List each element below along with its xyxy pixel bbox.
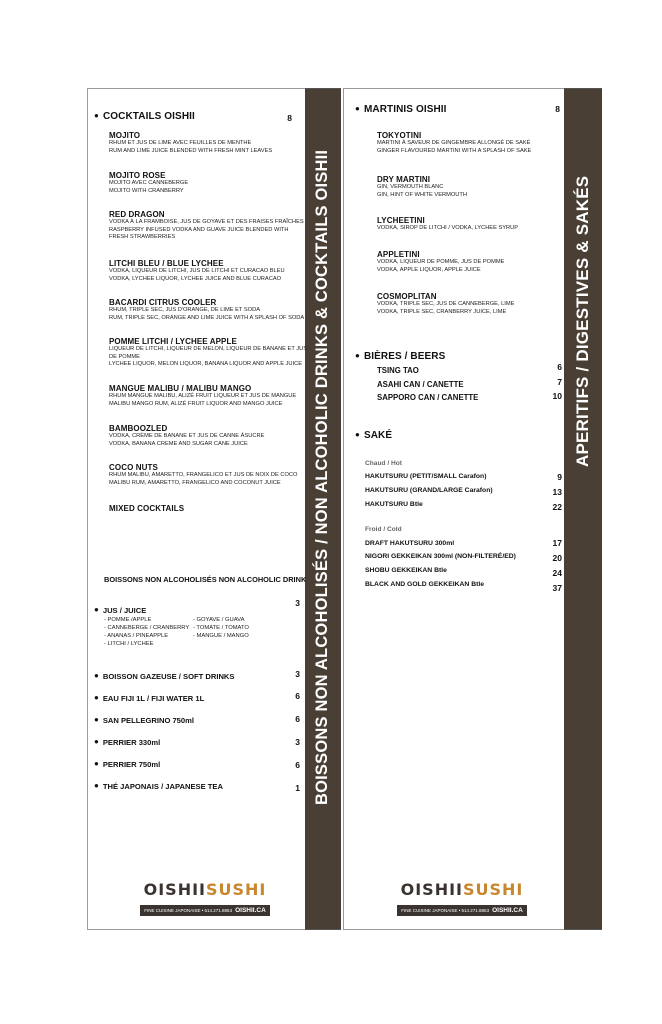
beer-price: 6 <box>557 362 562 372</box>
item-desc-en: GIN, HINT OF WHITE VERMOUTH <box>377 191 467 198</box>
sake-item: NIGORI GEKKEIKAN 300ml (NON-FILTERÉ/ED) <box>365 553 516 560</box>
juice-option: - TOMATE / TOMATO <box>193 625 249 631</box>
drink-price: 6 <box>295 714 300 724</box>
item-desc-fr: RHUM ET JUS DE LIME AVEC FEUILLES DE MENTHE <box>109 140 252 146</box>
item-desc-fr: MARTINI À SAVEUR DE GINGEMBRE ALLONGÉ DE SAKÉ <box>377 140 531 146</box>
item-desc-en: MALIBU RUM, AMARETTO, FRANGELICO AND COCONUT JUICE <box>109 479 281 486</box>
drink-item: ● THÉ JAPONAIS / JAPANESE TEA <box>94 781 223 791</box>
left-side-banner <box>305 88 341 930</box>
logo-tagline <box>397 905 527 916</box>
menu-item <box>109 298 309 322</box>
drink-price: 6 <box>295 691 300 701</box>
item-title: APPLETINI <box>377 250 420 259</box>
logo-tagline-text: FINE CUISINE JAPONAISE • 514.271.8863 <box>144 908 233 913</box>
item-desc-fr: GIN, VERMOUTH BLANC <box>377 184 444 190</box>
sake-item: BLACK AND GOLD GEKKEIKAN Btle <box>365 581 485 588</box>
item-title: BACARDI CITRUS COOLER <box>109 298 217 307</box>
logo-word-sushi: SUSHI <box>205 880 267 899</box>
menu-item <box>109 171 309 195</box>
item-desc-fr: VODKA, TRIPLE SEC, JUS DE CANNEBERGE, LIME <box>377 301 515 307</box>
item-desc-fr: MOJITO AVEC CANNEBERGE <box>109 180 189 186</box>
item-desc-fr: VODKA, LIQUEUR DE LITCHI, JUS DE LITCHI ET CURACAO BLEU <box>109 268 285 274</box>
logo-url: OISHII.CA <box>492 907 523 914</box>
drink-price: 1 <box>295 783 300 793</box>
menu-item <box>109 131 309 155</box>
logo-tagline <box>140 905 270 916</box>
juice-options-col1 <box>104 616 189 648</box>
menu-item <box>109 337 309 369</box>
item-desc-fr: VODKA, CRÈME DE BANANE ET JUS DE CANNE ÀSUCRE <box>109 433 265 439</box>
logo-word-oishii: OISHII <box>400 880 463 899</box>
item-desc-fr: RHUM MALIBU, AMARETTO, FRANGELICO ET JUS DE NOIX DE COCO <box>109 472 298 478</box>
juice-option: - MANGUE / MANGO <box>193 633 249 639</box>
martinis-price: 8 <box>555 104 560 114</box>
sake-item: HAKUTSURU (GRAND/LARGE Carafon) <box>365 487 493 494</box>
item-desc-en: VODKA, BANANA CREME AND SUGAR CANE JUICE <box>109 440 248 447</box>
logo-tagline-text: FINE CUISINE JAPONAISE • 514.271.8863 <box>401 908 490 913</box>
item-desc-en: VODKA, LYCHEE LIQUOR, LYCHEE JUICE AND BLUE CURACAO <box>109 275 282 282</box>
logo-word-oishii: OISHII <box>143 880 206 899</box>
menu-item <box>377 131 577 155</box>
item-desc: VODKA, SIROP DE LITCHI / VODKA, LYCHEE SYRUP <box>377 225 519 231</box>
menu-item <box>377 292 577 316</box>
item-desc-en: LYCHEE LIQUOR, MELON LIQUOR, BANANA LIQUOR AND APPLE JUICE <box>109 361 303 368</box>
item-desc-fr: VODKA, LIQUEUR DE POMME, JUS DE POMME <box>377 259 505 265</box>
item-title: COSMOPLITAN <box>377 292 437 301</box>
item-desc-en: VODKA, APPLE LIQUOR, APPLE JUICE <box>377 266 481 273</box>
beers-heading: ● BIÈRES / BEERS <box>355 351 445 362</box>
sake-price: 9 <box>557 472 562 482</box>
menu-item <box>109 384 309 408</box>
drink-price: 3 <box>295 669 300 679</box>
drink-price: 3 <box>295 737 300 747</box>
drink-item: ● BOISSON GAZEUSE / SOFT DRINKS <box>94 671 234 681</box>
item-title: POMME LITCHI / LYCHEE APPLE <box>109 337 237 346</box>
item-desc-en: VODKA, TRIPLE SEC, CRANBERRY JUICE, LIME <box>377 308 507 315</box>
drink-price: 6 <box>295 760 300 770</box>
juice-option: - POMME /APPLE <box>104 617 152 623</box>
juice-option: - CANNEBERGE / CRANBERRY <box>104 625 190 631</box>
martinis-heading: ● MARTINIS OISHII <box>355 104 447 115</box>
item-desc-en: GINGER FLAVOURED MARTINI WITH A SPLASH OF SAKE <box>377 147 532 154</box>
juice-options-col2 <box>193 616 249 640</box>
item-title: BAMBOOZLED <box>109 424 168 433</box>
sake-cold-label: Froid / Cold <box>365 526 402 533</box>
item-desc-en: MOJITO WITH CRANBERRY <box>109 187 184 194</box>
juice-option: - LITCHI / LYCHEE <box>104 641 154 647</box>
sake-price: 37 <box>552 583 562 593</box>
right-banner-title: APERITIFS / DIGESTIVES & SAKÉS <box>573 175 592 467</box>
sake-price: 22 <box>552 502 562 512</box>
item-title: LITCHI BLEU / BLUE LYCHEE <box>109 259 224 268</box>
menu-item <box>377 216 577 233</box>
logo-url: OISHII.CA <box>235 907 266 914</box>
sake-price: 20 <box>552 553 562 563</box>
left-banner-title: BOISSONS NON ALCOHOLISÉS / NON ALCOHOLIC DRINKS & COCKTAILS OISHII <box>313 149 331 805</box>
menu-item <box>377 250 577 274</box>
cocktails-price: 8 <box>287 113 292 123</box>
item-desc-fr: VODKA À LA FRAMBOISE, JUS DE GOYAVE ET DES FRAISES FRAÎCHES <box>109 219 304 225</box>
sake-item: HAKUTSURU (PETIT/SMALL Carafon) <box>365 473 487 480</box>
brand-logo <box>382 880 542 917</box>
juice-option: - ANANAS / PINEAPPLE <box>104 633 169 639</box>
juice-price: 3 <box>295 598 300 608</box>
item-title: MOJITO ROSE <box>109 171 166 180</box>
menu-item <box>109 424 309 448</box>
beer-item: SAPPORO CAN / CANETTE <box>377 393 479 402</box>
right-side-banner <box>564 88 602 930</box>
sake-heading: ● SAKÉ <box>355 430 392 441</box>
juice-option: - GOYAVE / GUAVA <box>193 617 245 623</box>
item-title: MIXED COCKTAILS <box>109 504 185 513</box>
beer-price: 7 <box>557 377 562 387</box>
cocktails-heading: ● COCKTAILS OISHII <box>94 111 195 122</box>
item-desc-en: RUM AND LIME JUICE BLENDED WITH FRESH MINT LEAVES <box>109 147 273 154</box>
item-desc-en: RUM, TRIPLE SEC, ORANGE AND LIME JUICE WITH A SPLASH OF SODA <box>109 314 305 321</box>
beer-item: TSING TAO <box>377 366 419 375</box>
sake-item: SHOBU GEKKEIKAN Btle <box>365 567 447 574</box>
menu-item <box>109 463 309 487</box>
juice-heading: ● JUS / JUICE <box>94 605 146 615</box>
brand-logo <box>125 880 285 917</box>
beer-price: 10 <box>552 391 562 401</box>
beer-item: ASAHI CAN / CANETTE <box>377 380 464 389</box>
drink-item: ● EAU FIJI 1L / FIJI WATER 1L <box>94 693 204 703</box>
drink-item: ● PERRIER 750ml <box>94 759 160 769</box>
logo-wordmark <box>382 880 542 899</box>
sake-item: DRAFT HAKUTSURU 300ml <box>365 540 455 547</box>
menu-item <box>109 504 184 513</box>
item-title: DRY MARTINI <box>377 175 431 184</box>
menu-item <box>377 175 577 199</box>
item-title: TOKYOTINI <box>377 131 422 140</box>
item-desc-en: RASPBERRY INFUSED VODKA AND GUAVE JUICE BLENDED WITH FRESH STRAWBERRIES <box>109 226 289 241</box>
item-desc-fr: RHUM, TRIPLE SEC, JUS D'ORANGE, DE LIME ET SODA <box>109 307 260 313</box>
non-alcoholic-heading: BOISSONS NON ALCOHOLISÉS NON ALCOHOLIC DRINK <box>104 575 307 584</box>
logo-word-sushi: SUSHI <box>462 880 524 899</box>
drink-item: ● PERRIER 330ml <box>94 737 160 747</box>
item-title: COCO NUTS <box>109 463 158 472</box>
item-title: RED DRAGON <box>109 210 165 219</box>
sake-price: 17 <box>552 538 562 548</box>
menu-item <box>109 210 309 242</box>
sake-hot-label: Chaud / Hot <box>365 460 402 467</box>
item-desc-fr: RHUM MANGUE MALIBU, ALIZÉ FRUIT LIQUEUR ET JUS DE MANGUE <box>109 393 297 399</box>
menu-item <box>109 259 309 283</box>
item-desc-en: MALIBU MANGO RUM, ALIZÉ FRUIT LIQUOR AND MANGO JUICE <box>109 400 283 407</box>
logo-wordmark <box>125 880 285 899</box>
sake-item: HAKUTSURU Btle <box>365 501 423 508</box>
sake-price: 13 <box>552 487 562 497</box>
sake-price: 24 <box>552 568 562 578</box>
item-title: MANGUE MALIBU / MALIBU MANGO <box>109 384 252 393</box>
item-desc-fr: LIQUEUR DE LITCHI, LIQUEUR DE MELON, LIQUEUR DE BANANE ET JUS DE POMME <box>109 346 308 360</box>
item-title: LYCHEETINI <box>377 216 425 225</box>
item-title: MOJITO <box>109 131 141 140</box>
drink-item: ● SAN PELLEGRINO 750ml <box>94 715 194 725</box>
